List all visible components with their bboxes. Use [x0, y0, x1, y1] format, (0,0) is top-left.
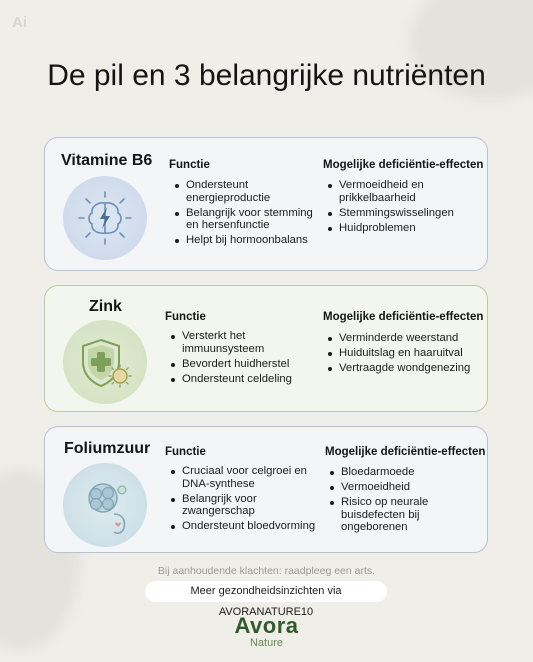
card-title: Vitamine B6	[61, 152, 153, 169]
function-heading: Functie	[165, 446, 206, 458]
cta-link[interactable]: Meer gezondheidsinzichten via AVORANATURE10	[145, 581, 387, 602]
function-heading: Functie	[169, 159, 210, 171]
list-item: Versterkt het immuunsysteem	[170, 330, 320, 355]
list-item: Belangrijk voor stemming en hersenfunctie	[174, 207, 324, 232]
list-item: Huidproblemen	[327, 222, 482, 235]
deficiency-list	[329, 466, 454, 536]
list-item: Vermoeidheid en prikkelbaarheid	[327, 179, 482, 204]
brain-lightning-icon	[63, 176, 147, 260]
function-list	[174, 179, 324, 249]
list-item: Verminderde weerstand	[327, 332, 487, 345]
list-item: Bevordert huidherstel	[170, 358, 320, 371]
card-title: Foliumzuur	[64, 440, 151, 457]
card-foliumzuur	[44, 426, 488, 553]
list-item: Risico op neurale buisdefecten bij ongeborenen	[329, 496, 454, 534]
brand-logo: Avora	[234, 613, 299, 638]
list-item: Ondersteunt energieproductie	[174, 179, 324, 204]
deficiency-heading: Mogelijke deficiëntie-effecten	[325, 446, 486, 458]
list-item: Bloedarmoede	[329, 466, 454, 479]
page-title: De pil en 3 belangrijke nutriënten	[47, 59, 486, 92]
shield-plus-icon	[63, 320, 147, 404]
list-item: Vertraagde wondgenezing	[327, 362, 487, 375]
disclaimer: Bij aanhoudende klachten: raadpleeg een arts.	[157, 565, 376, 577]
function-heading: Functie	[165, 311, 206, 323]
list-item: Ondersteunt celdeling	[170, 373, 320, 386]
list-item: Stemmingswisselingen	[327, 207, 482, 220]
deficiency-heading: Mogelijke deficiëntie-effecten	[323, 159, 484, 171]
brand-subtitle: Nature	[249, 637, 284, 649]
list-item: Belangrijk voor zwangerschap	[170, 493, 320, 518]
card-title: Zink	[89, 298, 122, 315]
function-list	[170, 330, 320, 388]
deficiency-heading: Mogelijke deficiëntie-effecten	[323, 311, 484, 323]
function-list	[170, 465, 320, 535]
cell-pregnancy-icon	[63, 463, 147, 547]
list-item: Vermoeidheid	[329, 481, 454, 494]
list-item: Ondersteunt bloedvorming	[170, 520, 320, 533]
list-item: Cruciaal voor celgroei en DNA-synthese	[170, 465, 320, 490]
card-zink	[44, 285, 488, 412]
deficiency-list	[327, 179, 482, 237]
list-item: Huiduitslag en haaruitval	[327, 347, 487, 360]
deficiency-list	[327, 332, 487, 377]
list-item: Helpt bij hormoonbalans	[174, 234, 324, 247]
ai-watermark: Ai	[12, 14, 27, 31]
card-vitamine-b6	[44, 137, 488, 271]
